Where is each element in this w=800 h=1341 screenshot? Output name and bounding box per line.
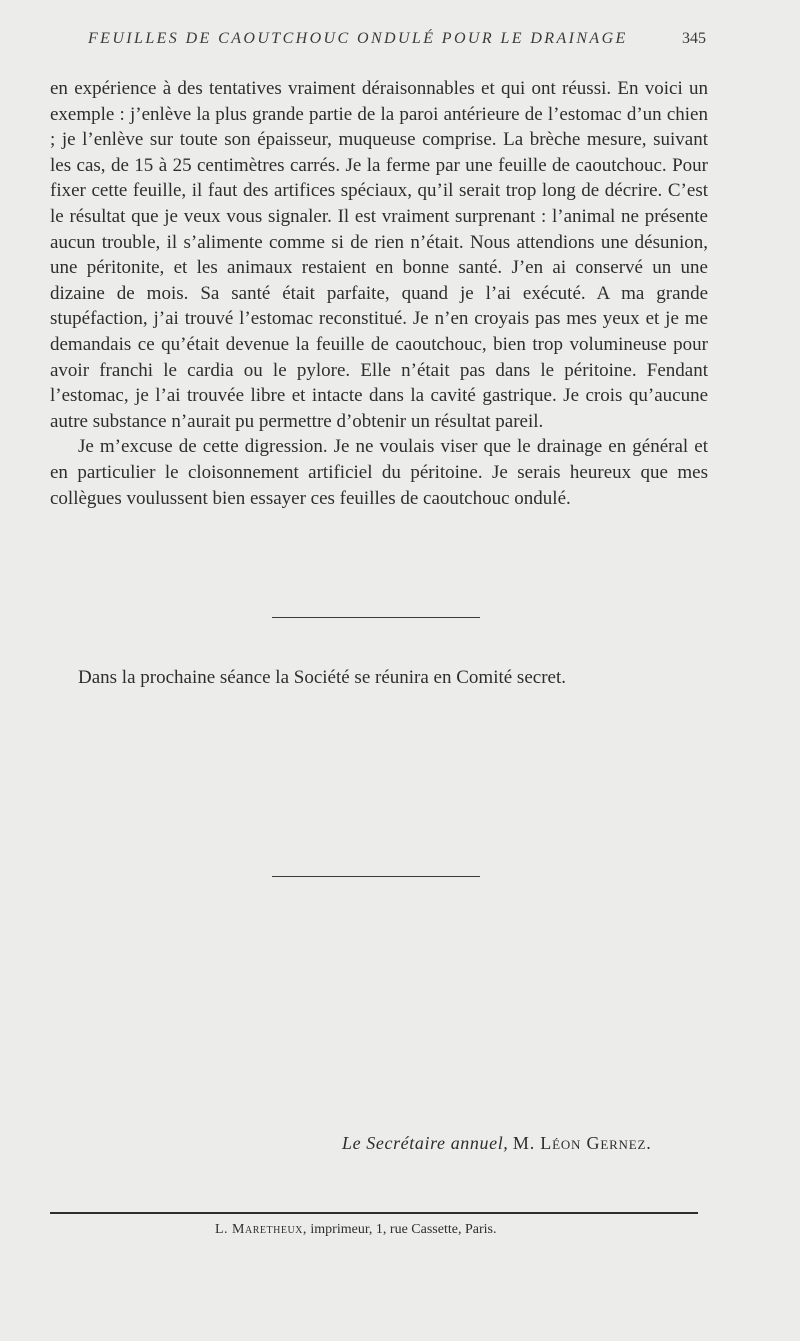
session-announcement: Dans la prochaine séance la Société se réunira en Comité secret. xyxy=(78,667,566,688)
paragraph-conclusion: Je m’excuse de cette digression. Je ne voulais viser que le drainage en général et en particulier le cloisonnement artificiel du péritoine. Je serais heureux que mes collègues voulussent bien essayer ces feuilles de caoutchouc ondulé. xyxy=(50,436,708,509)
section-divider-top xyxy=(272,617,480,618)
page-number: 345 xyxy=(682,30,706,47)
section-divider-bottom xyxy=(272,876,480,877)
printer-address: imprimeur, 1, rue Cassette, Paris. xyxy=(310,1222,497,1237)
signature-role: Le Secrétaire annuel, xyxy=(342,1133,509,1153)
printer-name: L. Maretheux, xyxy=(215,1222,307,1237)
paragraph-experiment: en expérience à des tentatives vraiment déraisonnables et qui ont réussi. En voici un exemple : j’enlève la plus grande partie de la paroi antérieure de l’estomac d’un chien ; je l’enlève sur toute son épaisseur, muqueuse comprise. La brèche mesure, suivant les cas, de 15 à 25 centimètres carrés. Je la ferme par une feuille de caoutchouc. Pour fixer cette feuille, il faut des artifices spéciaux, qu’il serait trop long de décrire. C’est le résultat que je veux vous signaler. Il est vraiment surprenant : l’animal ne présente aucun trouble, il s’alimente comme si de rien n’était. Nous attendions une désunion, une péritonite, et les animaux restaient en bonne santé. J’en ai conservé un une dizaine de mois. Sa santé était parfaite, quand je l’ai exécuté. A ma grande stupéfaction, j’ai trouvé l’estomac reconstitué. Je n’en croyais pas mes yeux et je me demandais ce qu’était devenue la feuille de caoutchouc, bien trop volumineuse pour avoir franchi le cardia ou le pylore. Elle n’était pas dans le péritoine. Fendant l’estomac, je l’ai trouvée libre et intacte dans la cavité gastrique. Je crois qu’aucune autre substance n’aurait pu permettre d’obtenir un résultat pareil. xyxy=(50,78,708,432)
imprint-divider xyxy=(50,1212,698,1214)
signature-block xyxy=(342,1133,652,1154)
printer-imprint xyxy=(215,1222,496,1238)
main-text xyxy=(50,76,708,511)
signature-name: M. Léon Gernez. xyxy=(512,1133,652,1153)
running-head-title: FEUILLES DE CAOUTCHOUC ONDULÉ POUR LE DRAINAGE xyxy=(88,30,628,47)
